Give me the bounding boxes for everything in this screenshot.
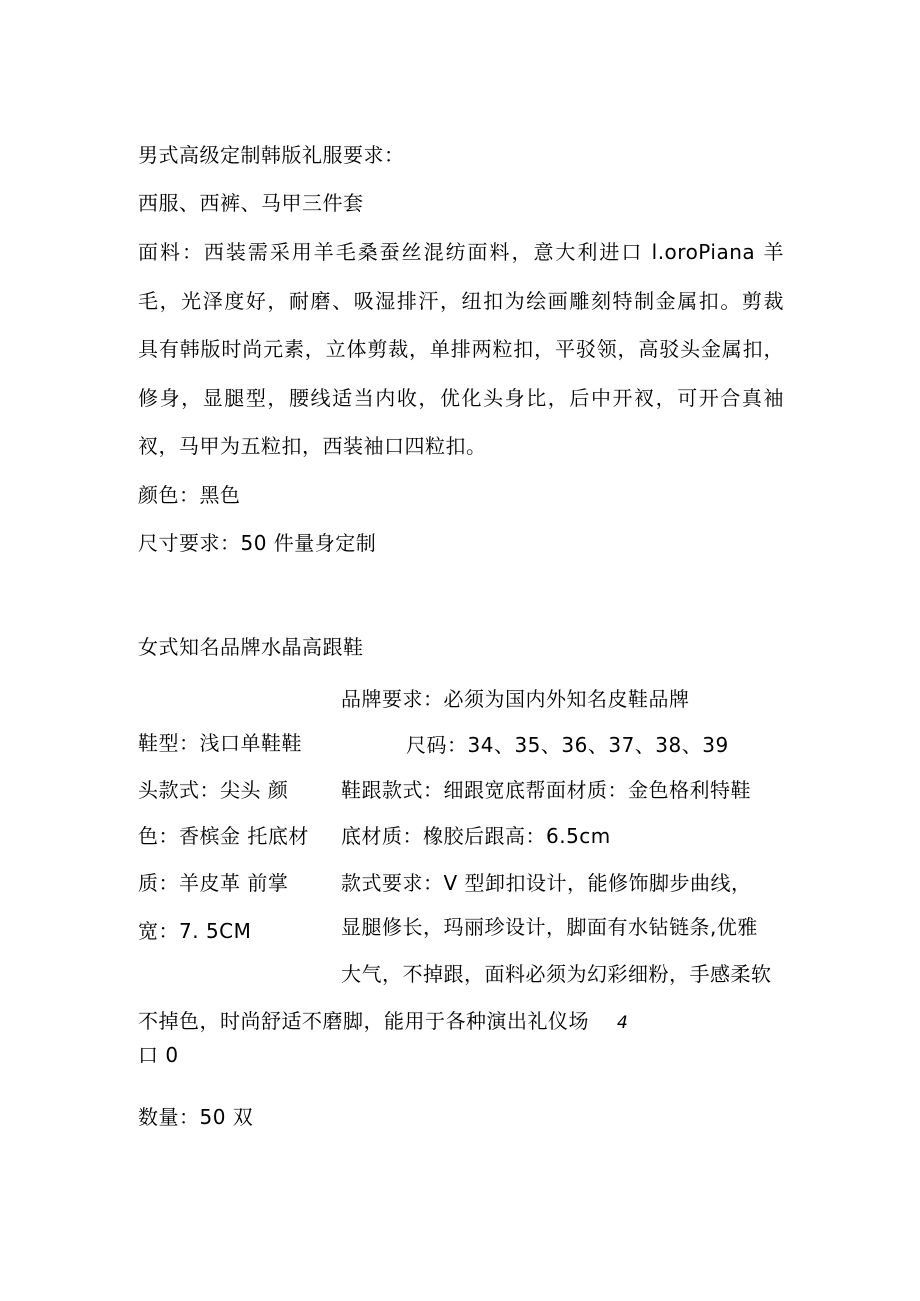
shoes-style-line-2: 显腿修长，玛丽珍设计，脚面有水钻链条,优雅 [341,915,758,939]
shoes-left-line-5: 宽：7. 5CM [138,919,252,943]
shoes-heel-style: 鞋跟款式：细跟宽底帮面材质：金色格利特鞋 [341,778,751,802]
shoes-style-line-3: 大气，不掉跟，面料必须为幻彩细粉，手感柔软 [341,962,772,986]
suit-title: 男式高级定制韩版礼服要求： [138,143,405,167]
shoes-brand-requirement: 品牌要求：必须为国内外知名皮鞋品牌 [341,687,690,711]
shoes-left-line-1: 鞋型：浅口单鞋鞋 [138,731,302,755]
shoes-title: 女式知名品牌水晶高跟鞋 [138,635,364,659]
shoes-quantity: 数量：50 双 [138,1105,254,1129]
suit-fabric-line-5: 衩，马甲为五粒扣，西装袖口四粒扣。 [138,434,487,458]
shoes-sizes: 尺码：34、35、36、37、38、39 [406,733,729,757]
shoes-tail-mark: 4 [617,1013,629,1033]
suit-subtitle: 西服、西裤、马甲三件套 [138,191,364,215]
shoes-style-line-1: 款式要求：V 型卸扣设计，能修饰脚步曲线， [341,871,752,895]
suit-color: 颜色：黑色 [138,483,241,507]
suit-size: 尺寸要求：50 件量身定制 [138,531,377,555]
suit-fabric-line-3: 具有韩版时尚元素，立体剪裁，单排两粒扣，平驳领，高驳头金属扣， [138,337,784,361]
shoes-tail-line: 不掉色，时尚舒适不磨脚，能用于各种演出礼仪场 [138,1009,589,1033]
shoes-sole-material: 底材质：橡胶后跟高：6.5cm [341,824,611,848]
suit-fabric-line-1: 面料：西装需采用羊毛桑蚕丝混纺面料，意大利进口 l.oroPiana 羊 [138,240,784,264]
shoes-tail-line-2: 口 0 [138,1043,179,1067]
suit-fabric-line-4: 修身，显腿型，腰线适当内收，优化头身比，后中开衩，可开合真袖 [138,386,784,410]
shoes-left-line-2: 头款式：尖头 颜 [138,778,289,802]
shoes-left-line-4: 质：羊皮革 前掌 [138,871,289,895]
suit-fabric-line-2: 毛，光泽度好，耐磨、吸湿排汗，纽扣为绘画雕刻特制金属扣。剪裁 [138,289,784,313]
shoes-left-line-3: 色：香槟金 托底材 [138,824,309,848]
